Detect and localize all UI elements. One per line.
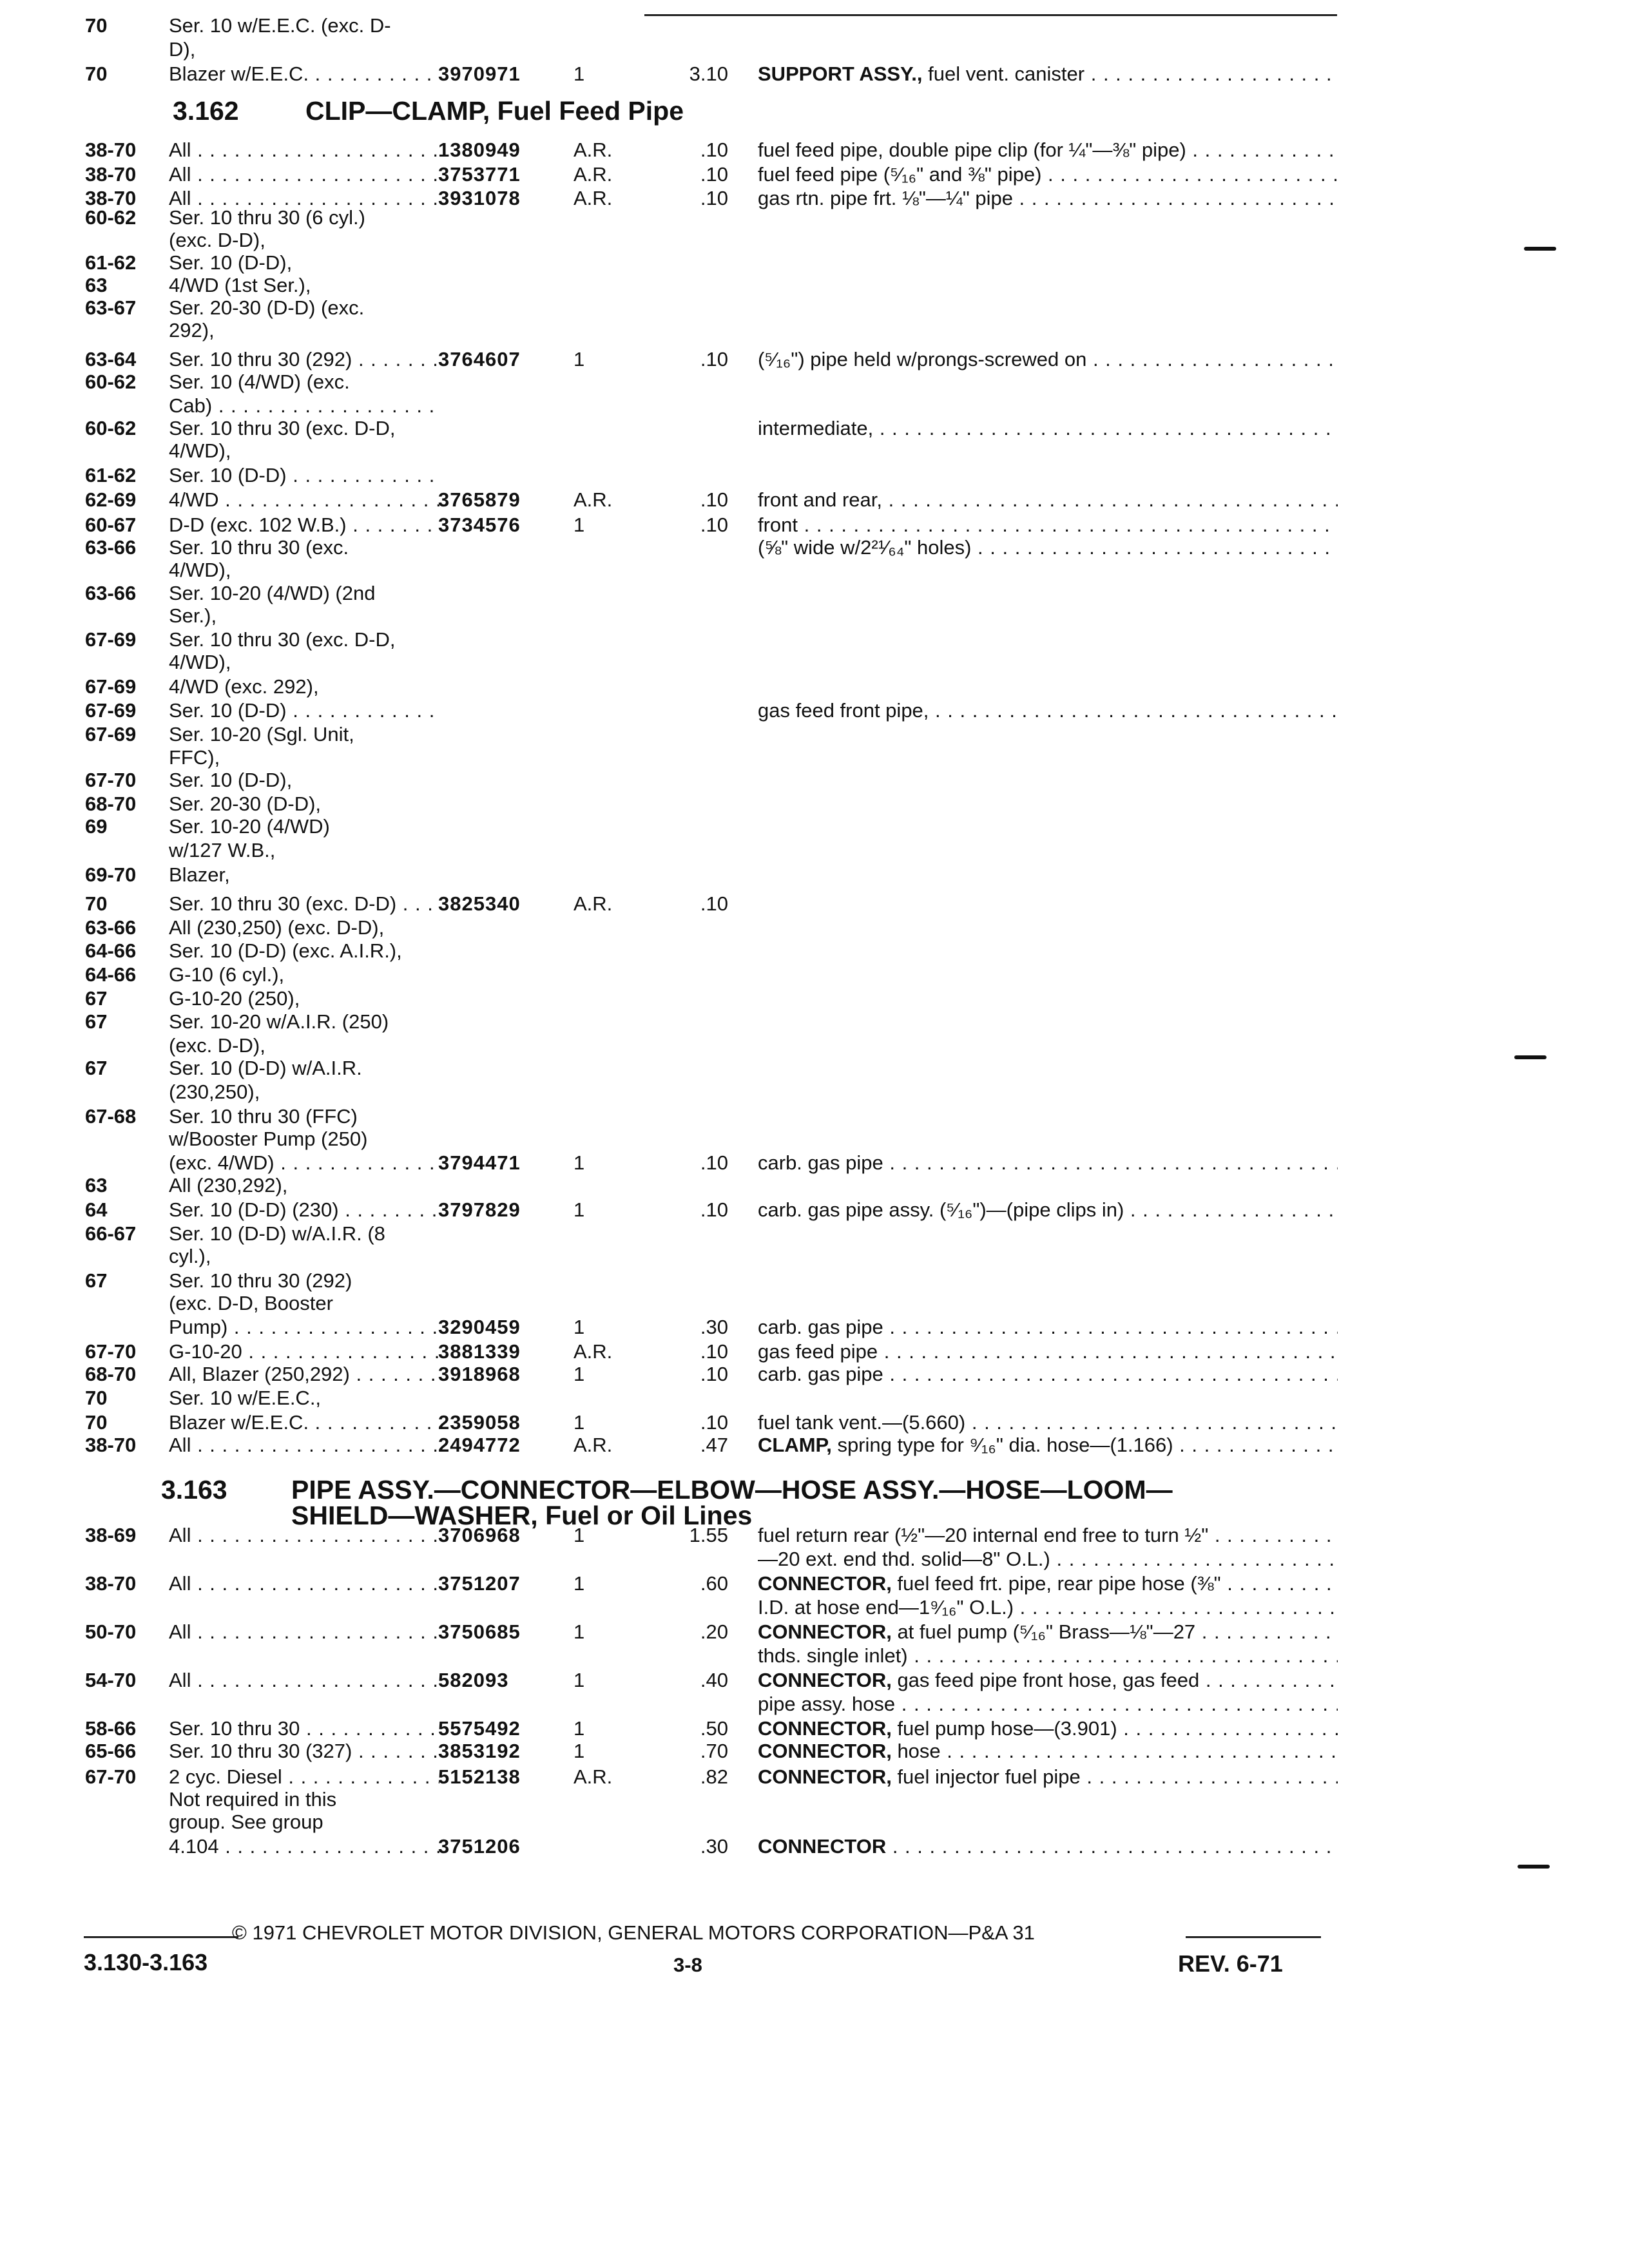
model-application: 4/WD), — [169, 651, 231, 673]
model-application: Ser. 10 thru 30 (exc. — [169, 536, 349, 559]
table-row — [0, 1572, 1629, 1598]
model-application: Blazer w/E.E.C. . . . — [169, 1411, 439, 1434]
model-application: All . . . — [169, 1620, 439, 1644]
year-range: 67 — [85, 1010, 108, 1033]
model-application: w/127 W.B., — [169, 839, 276, 861]
year-range: 38-70 — [85, 139, 137, 161]
list-price: .10 — [700, 514, 728, 536]
quantity: 1 — [574, 1316, 585, 1338]
year-range: 63-66 — [85, 536, 137, 559]
revision: REV. 6-71 — [1178, 1950, 1283, 1977]
year-range: 62-69 — [85, 488, 137, 511]
table-row — [0, 1387, 1629, 1412]
part-number: 3853192 — [438, 1740, 521, 1762]
list-price: .10 — [700, 1411, 728, 1434]
model-application: 4/WD (exc. 292), — [169, 675, 319, 698]
part-description: fuel feed pipe, double pipe clip (for ¼"—⅜" pipe) . . . — [758, 139, 1338, 162]
model-application: Ser. 10 (D-D) w/A.I.R. — [169, 1057, 362, 1079]
part-number: 3931078 — [438, 187, 521, 209]
model-application: Ser. 10 thru 30 (292) . . . — [169, 348, 439, 371]
table-row — [0, 296, 1629, 322]
quantity: A.R. — [574, 187, 613, 209]
part-number: 3825340 — [438, 892, 521, 915]
table-row — [0, 38, 1629, 64]
model-application: group. See group — [169, 1811, 323, 1833]
list-price: .10 — [700, 139, 728, 161]
model-application: Cab) . . . — [169, 394, 439, 418]
list-price: 3.10 — [689, 62, 728, 85]
part-description: fuel return rear (½"—20 internal end free to turn ½" . . . — [758, 1524, 1338, 1547]
year-range: 60-62 — [85, 206, 137, 229]
margin-mark — [1518, 1865, 1550, 1869]
quantity: 1 — [574, 1198, 585, 1221]
list-price: .10 — [700, 1363, 728, 1385]
model-application: All (230,292), — [169, 1174, 288, 1196]
quantity: 1 — [574, 1151, 585, 1174]
part-description: front and rear, . . . — [758, 488, 1338, 512]
model-application: All . . . — [169, 1434, 439, 1457]
quantity: 1 — [574, 1572, 585, 1595]
table-row — [0, 863, 1629, 889]
year-range: 67 — [85, 1057, 108, 1079]
table-row — [0, 139, 1629, 164]
model-application: All . . . — [169, 187, 439, 210]
model-application: Ser. 10 thru 30 (6 cyl.) — [169, 206, 365, 229]
quantity: A.R. — [574, 139, 613, 161]
model-application: Ser. 10-20 (4/WD) — [169, 815, 330, 838]
table-row — [0, 536, 1629, 562]
table-row — [0, 1010, 1629, 1036]
part-description: CONNECTOR . . . — [758, 1835, 1338, 1858]
table-row — [0, 1620, 1629, 1646]
list-price: .10 — [700, 1198, 728, 1221]
list-price: .10 — [700, 892, 728, 915]
year-range: 70 — [85, 62, 108, 85]
year-range: 63-66 — [85, 916, 137, 939]
part-number: 5575492 — [438, 1717, 521, 1740]
year-range: 61-62 — [85, 464, 137, 486]
quantity: A.R. — [574, 1340, 613, 1363]
part-number: 3290459 — [438, 1316, 521, 1338]
table-row — [0, 1057, 1629, 1082]
model-application: Not required in this — [169, 1788, 337, 1811]
year-range: 70 — [85, 1387, 108, 1409]
quantity: 1 — [574, 514, 585, 536]
table-row — [0, 1788, 1629, 1814]
table-row — [0, 604, 1629, 630]
footer-rule-right — [1186, 1936, 1321, 1938]
quantity: 1 — [574, 1411, 585, 1434]
part-number: 1380949 — [438, 139, 521, 161]
model-application: Ser. 10 thru 30 (292) — [169, 1269, 352, 1292]
part-number: 3751206 — [438, 1835, 521, 1858]
model-application: (230,250), — [169, 1081, 260, 1103]
table-row — [0, 464, 1629, 490]
model-application: Ser. 10 thru 30 (FFC) — [169, 1105, 358, 1128]
year-range: 67 — [85, 1269, 108, 1292]
quantity: A.R. — [574, 488, 613, 511]
year-range: 67-70 — [85, 1765, 137, 1788]
part-description: CONNECTOR, hose . . . — [758, 1740, 1338, 1763]
table-row — [0, 1151, 1629, 1177]
table-row — [0, 793, 1629, 818]
table-row — [0, 274, 1629, 300]
year-range: 70 — [85, 892, 108, 915]
part-description: carb. gas pipe . . . — [758, 1151, 1338, 1175]
table-row — [0, 1740, 1629, 1765]
model-application: Ser. 10 thru 30 (327) . . . — [169, 1740, 439, 1763]
part-description: SUPPORT ASSY., fuel vent. canister . . . — [758, 62, 1338, 86]
model-application: Ser. 10 (D-D) . . . — [169, 464, 439, 487]
table-row — [0, 651, 1629, 677]
model-application: All . . . — [169, 1572, 439, 1595]
part-number: 3706968 — [438, 1524, 521, 1546]
part-description: gas rtn. pipe frt. ⅛"—¼" pipe . . . — [758, 187, 1338, 210]
model-application: All, Blazer (250,292) . . . — [169, 1363, 439, 1386]
table-row — [0, 1644, 1629, 1670]
table-row — [0, 488, 1629, 514]
table-row — [0, 206, 1629, 232]
part-number: 3734576 — [438, 514, 521, 536]
part-description: pipe assy. hose . . . — [758, 1693, 1338, 1716]
model-application: Ser. 10 (D-D), — [169, 769, 293, 791]
table-row — [0, 319, 1629, 345]
model-application: Pump) . . . — [169, 1316, 439, 1339]
quantity: A.R. — [574, 1434, 613, 1456]
model-application: Ser.), — [169, 604, 217, 627]
list-price: .10 — [700, 187, 728, 209]
year-range: 64 — [85, 1198, 108, 1221]
model-application: G-10 (6 cyl.), — [169, 963, 285, 986]
quantity: 1 — [574, 1740, 585, 1762]
list-price: .10 — [700, 348, 728, 370]
part-description: carb. gas pipe . . . — [758, 1363, 1338, 1386]
table-row — [0, 348, 1629, 374]
table-row — [0, 892, 1629, 918]
year-range: 60-67 — [85, 514, 137, 536]
part-description: intermediate, . . . — [758, 417, 1338, 440]
year-range: 63 — [85, 1174, 108, 1196]
part-number: 2359058 — [438, 1411, 521, 1434]
table-row — [0, 1105, 1629, 1131]
year-range: 67-69 — [85, 628, 137, 651]
model-application: 4/WD), — [169, 439, 231, 462]
part-description: carb. gas pipe assy. (⁵⁄₁₆")—(pipe clips in) . . . — [758, 1198, 1338, 1222]
table-row — [0, 394, 1629, 420]
year-range: 67-69 — [85, 699, 137, 722]
model-application: G-10-20 . . . — [169, 1340, 439, 1363]
year-range: 60-62 — [85, 370, 137, 393]
year-range: 70 — [85, 1411, 108, 1434]
year-range: 67-69 — [85, 675, 137, 698]
year-range: 63 — [85, 274, 108, 296]
table-row — [0, 1222, 1629, 1248]
page-number: 3-8 — [673, 1954, 702, 1976]
table-row — [0, 1596, 1629, 1622]
quantity: 1 — [574, 62, 585, 85]
part-number: 3750685 — [438, 1620, 521, 1643]
table-row — [0, 1340, 1629, 1366]
table-row — [0, 815, 1629, 841]
model-application: FFC), — [169, 746, 220, 769]
part-description: CONNECTOR, fuel injector fuel pipe . . . — [758, 1765, 1338, 1789]
table-row — [0, 963, 1629, 989]
quantity: A.R. — [574, 163, 613, 186]
model-application: 4/WD (1st Ser.), — [169, 274, 311, 296]
model-application: (exc. D-D, Booster — [169, 1292, 333, 1314]
section-number: 3.163 — [161, 1475, 227, 1504]
year-range: 67-70 — [85, 769, 137, 791]
table-row — [0, 62, 1629, 88]
table-row — [0, 1363, 1629, 1389]
table-row — [0, 746, 1629, 772]
model-application: cyl.), — [169, 1245, 211, 1267]
model-application: All . . . — [169, 1524, 439, 1547]
list-price: .20 — [700, 1620, 728, 1643]
table-row — [0, 163, 1629, 189]
list-price: .30 — [700, 1835, 728, 1858]
part-number: 3918968 — [438, 1363, 521, 1385]
table-row — [0, 251, 1629, 277]
part-description: CONNECTOR, fuel pump hose—(3.901) . . . — [758, 1717, 1338, 1740]
table-row — [0, 987, 1629, 1013]
part-description: CONNECTOR, gas feed pipe front hose, gas feed . . . — [758, 1669, 1338, 1692]
part-number: 3753771 — [438, 163, 521, 186]
year-range: 64-66 — [85, 939, 137, 962]
part-description: fuel feed pipe (⁵⁄₁₆" and ⅜" pipe) . . . — [758, 163, 1338, 186]
model-application: Ser. 10 (D-D) (exc. A.I.R.), — [169, 939, 402, 962]
year-range: 69 — [85, 815, 108, 838]
year-range: 68-70 — [85, 793, 137, 815]
part-description: —20 ext. end thd. solid—8" O.L.) . . . — [758, 1548, 1338, 1571]
model-application: (exc. D-D), — [169, 1034, 265, 1057]
year-range: 64-66 — [85, 963, 137, 986]
table-row — [0, 1081, 1629, 1106]
year-range: 50-70 — [85, 1620, 137, 1643]
table-row — [0, 939, 1629, 965]
table-row — [0, 582, 1629, 608]
table-row — [0, 1835, 1629, 1861]
list-price: .82 — [700, 1765, 728, 1788]
table-row — [0, 1292, 1629, 1318]
model-application: Ser. 10 (D-D), — [169, 251, 293, 274]
group-range: 3.130-3.163 — [84, 1949, 208, 1975]
model-application: Ser. 10 (D-D) w/A.I.R. (8 — [169, 1222, 385, 1245]
table-row — [0, 1316, 1629, 1341]
part-number: 3881339 — [438, 1340, 521, 1363]
table-row — [0, 1811, 1629, 1836]
table-row — [0, 559, 1629, 584]
table-row — [0, 1693, 1629, 1718]
year-range: 67-68 — [85, 1105, 137, 1128]
part-description: (⅝" wide w/2²¹⁄₆₄" holes) . . . — [758, 536, 1338, 559]
model-application: Ser. 10 w/E.E.C. (exc. D- — [169, 14, 391, 37]
year-range: 63-67 — [85, 296, 137, 319]
table-row — [0, 769, 1629, 794]
model-application: Blazer, — [169, 863, 230, 886]
year-range: 63-64 — [85, 348, 137, 370]
model-application: Ser. 10 thru 30 . . . — [169, 1717, 439, 1740]
year-range: 67 — [85, 987, 108, 1010]
quantity: A.R. — [574, 1765, 613, 1788]
year-range: 60-62 — [85, 417, 137, 439]
year-range: 65-66 — [85, 1740, 137, 1762]
list-price: .50 — [700, 1717, 728, 1740]
table-row — [0, 229, 1629, 255]
quantity: 1 — [574, 1669, 585, 1691]
table-row — [0, 514, 1629, 539]
part-number: 2494772 — [438, 1434, 521, 1456]
part-number: 3797829 — [438, 1198, 521, 1221]
part-number: 3765879 — [438, 488, 521, 511]
model-application: All . . . — [169, 1669, 439, 1692]
part-number: 3764607 — [438, 348, 521, 370]
table-row — [0, 1434, 1629, 1459]
model-application: Ser. 10 (4/WD) (exc. — [169, 370, 350, 393]
footer-rule-left — [84, 1936, 238, 1938]
list-price: .10 — [700, 1340, 728, 1363]
table-row — [0, 628, 1629, 654]
model-application: 4/WD . . . — [169, 488, 439, 512]
part-description: thds. single inlet) . . . — [758, 1644, 1338, 1667]
part-description: CONNECTOR, at fuel pump (⁵⁄₁₆" Brass—⅛"—27 . . . — [758, 1620, 1338, 1644]
quantity: 1 — [574, 1363, 585, 1385]
year-range: 38-70 — [85, 1572, 137, 1595]
year-range: 66-67 — [85, 1222, 137, 1245]
table-row — [0, 916, 1629, 942]
model-application: Blazer w/E.E.C. . . . — [169, 62, 439, 86]
year-range: 69-70 — [85, 863, 137, 886]
model-application: D-D (exc. 102 W.B.) . . . — [169, 514, 439, 537]
section-title: PIPE ASSY.—CONNECTOR—ELBOW—HOSE ASSY.—HOSE—LOOM— — [291, 1475, 1173, 1504]
table-row — [0, 1034, 1629, 1060]
model-application: 4/WD), — [169, 559, 231, 581]
model-application: 4.104 . . . — [169, 1835, 439, 1858]
year-range: 38-70 — [85, 163, 137, 186]
table-row — [0, 1765, 1629, 1791]
quantity: 1 — [574, 1620, 585, 1643]
list-price: .10 — [700, 488, 728, 511]
year-range: 54-70 — [85, 1669, 137, 1691]
model-application: Ser. 10 (D-D) (230) . . . — [169, 1198, 439, 1222]
table-row — [0, 675, 1629, 701]
part-number: 3751207 — [438, 1572, 521, 1595]
table-row — [0, 1128, 1629, 1153]
table-row — [0, 1717, 1629, 1743]
part-description: gas feed front pipe, . . . — [758, 699, 1338, 722]
model-application: Ser. 20-30 (D-D) (exc. — [169, 296, 365, 319]
list-price: 1.55 — [689, 1524, 728, 1546]
year-range: 38-70 — [85, 187, 137, 209]
model-application: Ser. 10 (D-D) . . . — [169, 699, 439, 722]
table-row — [0, 439, 1629, 465]
list-price: .47 — [700, 1434, 728, 1456]
quantity: 1 — [574, 1524, 585, 1546]
model-application: w/Booster Pump (250) — [169, 1128, 368, 1150]
year-range: 58-66 — [85, 1717, 137, 1740]
list-price: .10 — [700, 1151, 728, 1174]
model-application: All (230,250) (exc. D-D), — [169, 916, 385, 939]
year-range: 63-66 — [85, 582, 137, 604]
table-row — [0, 723, 1629, 749]
model-application: All . . . — [169, 139, 439, 162]
model-application: D), — [169, 38, 196, 61]
part-description: (⁵⁄₁₆") pipe held w/prongs-screwed on . . . — [758, 348, 1338, 371]
model-application: Ser. 10 thru 30 (exc. D-D, — [169, 628, 396, 651]
model-application: 292), — [169, 319, 215, 341]
section-title: CLIP—CLAMP, Fuel Feed Pipe — [305, 96, 684, 126]
quantity: 1 — [574, 1717, 585, 1740]
year-range: 61-62 — [85, 251, 137, 274]
part-description: CONNECTOR, fuel feed frt. pipe, rear pipe hose (⅜" . . . — [758, 1572, 1338, 1595]
table-row — [0, 1198, 1629, 1224]
part-number: 3970971 — [438, 62, 521, 85]
year-range: 38-70 — [85, 1434, 137, 1456]
model-application: All . . . — [169, 163, 439, 186]
section-number: 3.162 — [173, 96, 239, 126]
table-row — [0, 699, 1629, 725]
year-range: 67-70 — [85, 1340, 137, 1363]
part-number: 582093 — [438, 1669, 509, 1691]
year-range: 38-69 — [85, 1524, 137, 1546]
table-row — [0, 1548, 1629, 1573]
quantity: 1 — [574, 348, 585, 370]
part-number: 5152138 — [438, 1765, 521, 1788]
table-row — [0, 1245, 1629, 1271]
part-description: gas feed pipe . . . — [758, 1340, 1338, 1363]
model-application: Ser. 10 thru 30 (exc. D-D) . . . — [169, 892, 439, 916]
year-range: 70 — [85, 14, 108, 37]
table-row — [0, 1174, 1629, 1200]
year-range: 67-69 — [85, 723, 137, 745]
table-row — [0, 1524, 1629, 1550]
part-description: fuel tank vent.—(5.660) . . . — [758, 1411, 1338, 1434]
part-description: carb. gas pipe . . . — [758, 1316, 1338, 1339]
part-description: I.D. at hose end—1⁹⁄₁₆" O.L.) . . . — [758, 1596, 1338, 1619]
list-price: .10 — [700, 163, 728, 186]
model-application: Ser. 10-20 w/A.I.R. (250) — [169, 1010, 389, 1033]
model-application: G-10-20 (250), — [169, 987, 300, 1010]
list-price: .60 — [700, 1572, 728, 1595]
part-number: 3794471 — [438, 1151, 521, 1174]
table-row — [0, 1411, 1629, 1437]
model-application: Ser. 10 w/E.E.C., — [169, 1387, 322, 1409]
list-price: .30 — [700, 1316, 728, 1338]
table-row — [0, 1669, 1629, 1695]
table-row — [0, 417, 1629, 443]
section-title-line-2: SHIELD—WASHER, Fuel or Oil Lines — [291, 1501, 753, 1530]
model-application: (exc. D-D), — [169, 229, 265, 251]
model-application: Ser. 10-20 (Sgl. Unit, — [169, 723, 354, 745]
model-application: Ser. 20-30 (D-D), — [169, 793, 322, 815]
table-row — [0, 370, 1629, 396]
copyright-line: © 1971 CHEVROLET MOTOR DIVISION, GENERAL MOTORS CORPORATION—P&A 31 — [232, 1921, 1035, 1944]
model-application: 2 cyc. Diesel . . . — [169, 1765, 439, 1789]
quantity: A.R. — [574, 892, 613, 915]
table-row — [0, 14, 1629, 40]
model-application: Ser. 10 thru 30 (exc. D-D, — [169, 417, 396, 439]
table-row — [0, 1269, 1629, 1295]
model-application: Ser. 10-20 (4/WD) (2nd — [169, 582, 376, 604]
list-price: .70 — [700, 1740, 728, 1762]
model-application: (exc. 4/WD) . . . — [169, 1151, 439, 1175]
list-price: .40 — [700, 1669, 728, 1691]
table-row — [0, 839, 1629, 865]
part-description: front . . . — [758, 514, 1338, 537]
year-range: 68-70 — [85, 1363, 137, 1385]
part-description: CLAMP, spring type for ⁹⁄₁₆" dia. hose—(1.166) . . . — [758, 1434, 1338, 1457]
